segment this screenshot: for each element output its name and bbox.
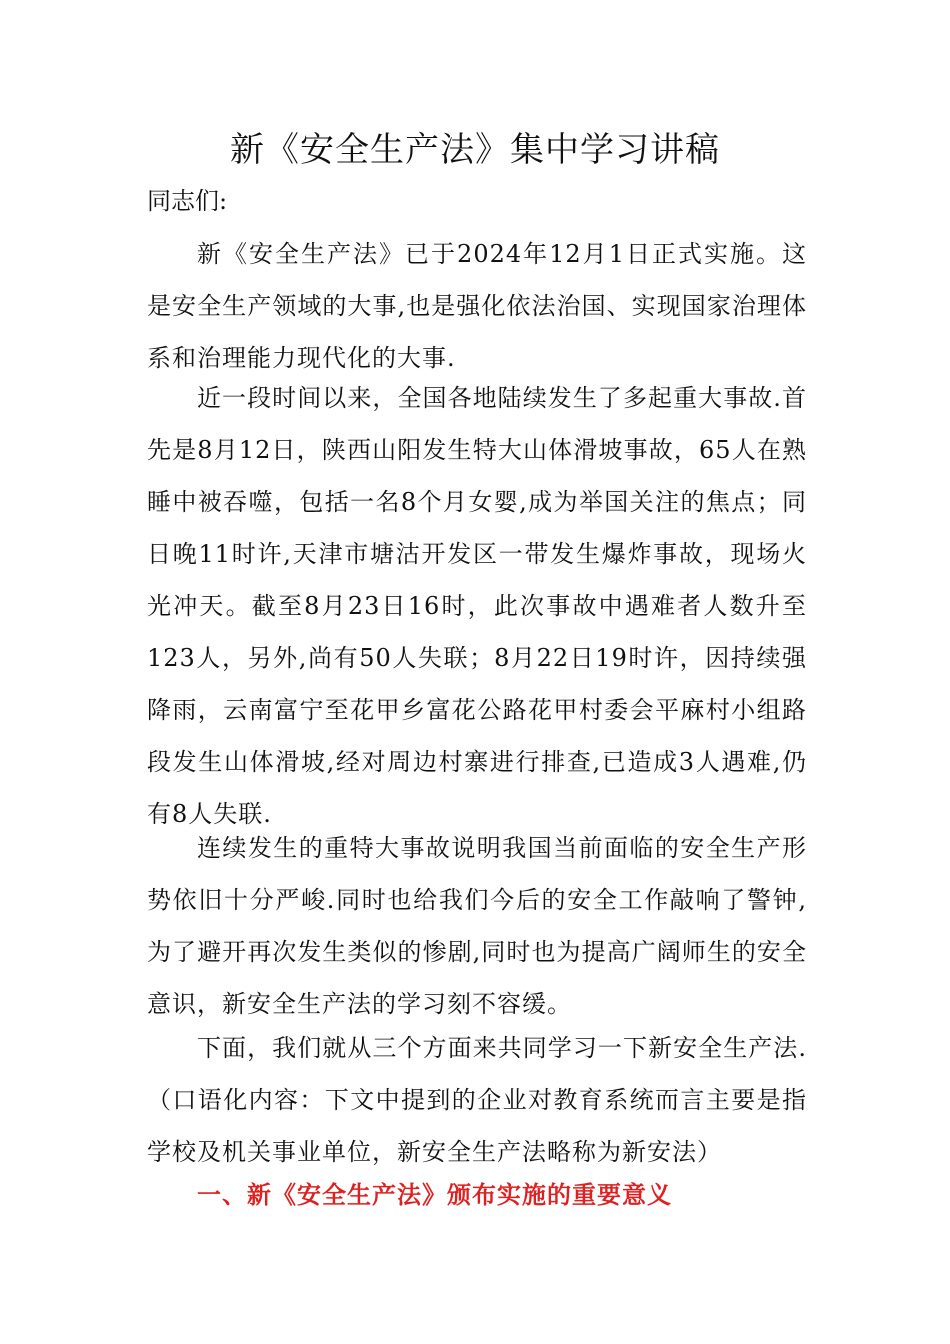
paragraph: 近一段时间以来，全国各地陆续发生了多起重大事故.首先是8月12日，陕西山阳发生特大山体滑坡事故，65人在熟睡中被吞噬，包括一名8个月女婴,成为举国关注的焦点；同日晚11时许,天津市塘沽开发区一带发生爆炸事故，现场火光冲天。截至8月23日16时，此次事故中遇难者人数升至123人，另外,尚有50人失联；8月22日19时许，因持续强降雨，云南富宁至花甲乡富花公路花甲村委会平麻村小组路段发生山体滑坡,经对周边村寨进行排查,已造成3人遇难,仍有8人失联.: [147, 384, 807, 828]
salutation: 同志们:: [147, 187, 228, 215]
paragraph: 新《安全生产法》已于2024年12月1日正式实施。这是安全生产领域的大事,也是强化依法治国、实现国家治理体系和治理能力现代化的大事.: [147, 240, 807, 372]
section-heading: 一、新《安全生产法》颁布实施的重要意义: [197, 1180, 672, 1209]
paragraph: 下面，我们就从三个方面来共同学习一下新安全生产法.（口语化内容：下文中提到的企业对教育系统而言主要是指学校及机关事业单位，新安全生产法略称为新安法）: [147, 1034, 807, 1166]
document-title: 新《安全生产法》集中学习讲稿: [230, 130, 720, 170]
paragraph: 连续发生的重特大事故说明我国当前面临的安全生产形势依旧十分严峻.同时也给我们今后的安全工作敲响了警钟,为了避开再次发生类似的惨剧,同时也为提高广阔师生的安全意识，新安全生产法的学习刻不容缓。: [147, 834, 807, 1018]
